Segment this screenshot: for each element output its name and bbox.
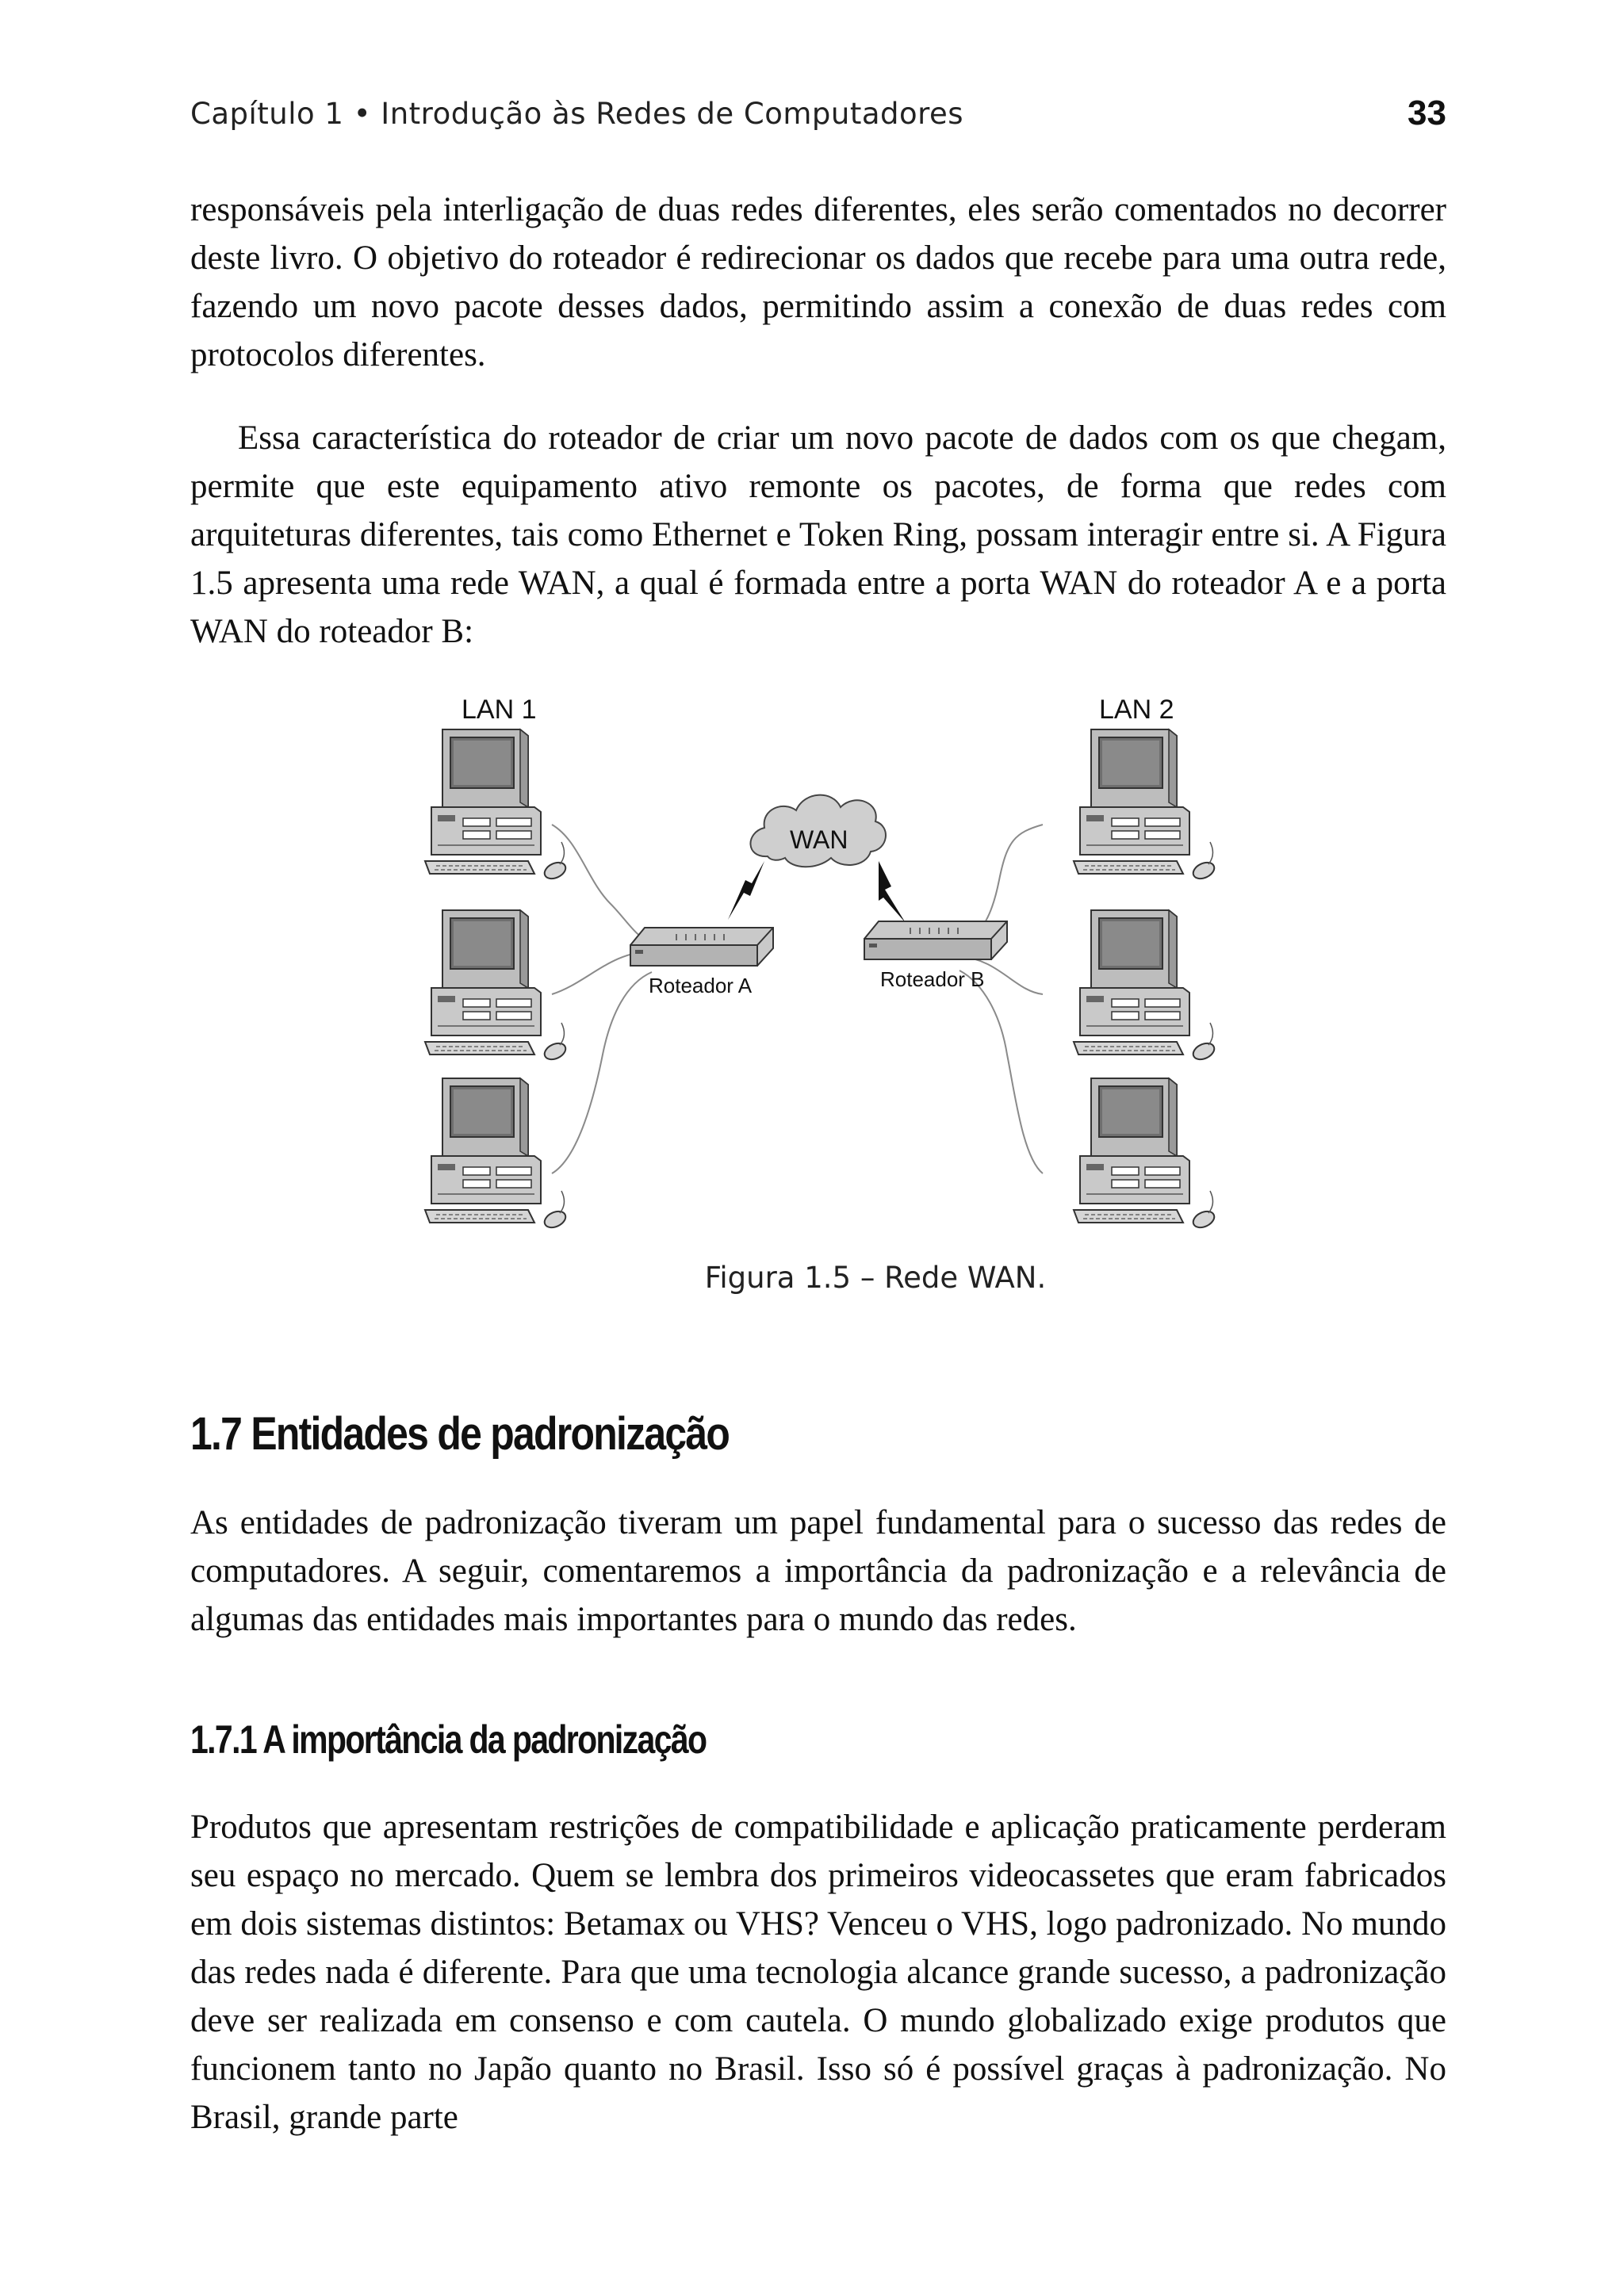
router-icon bbox=[864, 921, 1007, 959]
computer-icon bbox=[1074, 910, 1216, 1062]
computer-icon bbox=[425, 910, 568, 1062]
paragraph-router-feature: Essa característica do roteador de criar um novo pacote de dados com os que chegam, permite que este equipamento ativo remonte os pacotes, de forma que redes com arquiteturas diferentes, tais como Ethernet e Token Ring, possam interagir entre si. A Figura 1.5 apresenta uma rede WAN, a qual é formada entre a porta WAN do roteador A e a porta WAN do roteador B: bbox=[190, 419, 1446, 650]
lightning-link-icon bbox=[728, 861, 764, 920]
router-b-label: Roteador B bbox=[880, 967, 985, 991]
computer-icon bbox=[425, 729, 568, 882]
running-title: Capítulo 1 • Introdução às Redes de Computadores bbox=[190, 97, 964, 131]
paragraph-routers-intro: responsáveis pela interligação de duas redes diferentes, eles serão comentados no decorrer deste livro. O objetivo do roteador é redirecionar os dados que recebe para uma outra rede, fazendo um novo pacote desses dados, permitindo assim a conexão de duas redes com protocolos diferentes. bbox=[190, 191, 1446, 373]
lan1-label: LAN 1 bbox=[462, 695, 537, 725]
paragraph-standardization-importance: Produtos que apresentam restrições de compatibilidade e aplicação praticamente perderam seu espaço no mercado. Quem se lembra dos primeiros videocassetes que eram fabricados em dois sistemas distintos: Betamax ou VHS? Venceu o VHS, logo padronizado. No mundo das redes nada é diferente. Para que uma tecnologia alcance grande sucesso, a padronização deve ser realizada em consenso e com cautela. O mundo globalizado exige produtos que funcionem tanto no Japão quanto no Brasil. Isso só é possível graças à padronização. No Brasil, grande parte bbox=[190, 1809, 1446, 2136]
section-heading: 1.7 Entidades de padronização bbox=[190, 1408, 730, 1460]
subsection-heading: 1.7.1 A importância da padronização bbox=[190, 1717, 707, 1762]
lan2-label: LAN 2 bbox=[1099, 695, 1174, 725]
wan-label: WAN bbox=[790, 825, 848, 854]
computer-icon bbox=[425, 1078, 568, 1231]
router-a-label: Roteador A bbox=[649, 974, 753, 997]
figure-caption: Figura 1.5 – Rede WAN. bbox=[704, 1261, 1047, 1295]
paragraph-standards-entities: As entidades de padronização tiveram um papel fundamental para o sucesso das redes de computadores. A seguir, comentaremos a importância da padronização e a relevância de algumas das entidades mais importantes para o mundo das redes. bbox=[190, 1504, 1446, 1638]
router-icon bbox=[630, 928, 773, 966]
page-number: 33 bbox=[1408, 94, 1446, 132]
lightning-link-icon bbox=[879, 861, 906, 923]
computer-icon bbox=[1074, 729, 1216, 882]
computer-icon bbox=[1074, 1078, 1216, 1231]
wan-network-figure bbox=[412, 682, 1221, 1237]
